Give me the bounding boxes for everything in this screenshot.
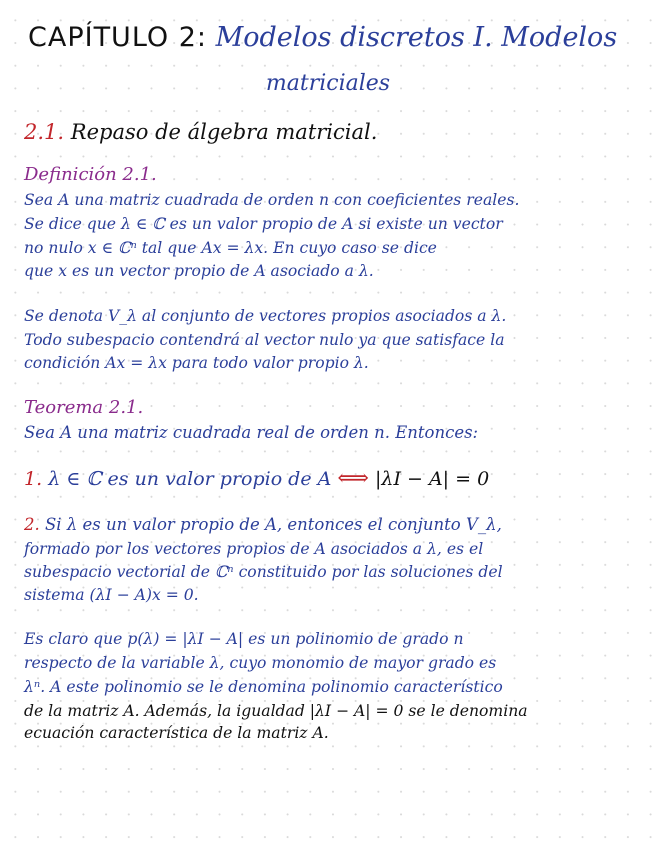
closing-line: Es claro que p(λ) = |λI − A| es un polinomio de grado n bbox=[24, 630, 464, 648]
section-heading bbox=[24, 118, 377, 146]
denote-line: condición Ax = λx para todo valor propio λ. bbox=[24, 354, 369, 372]
denote-line: Se denota V_λ al conjunto de vectores propios asociados a λ. bbox=[24, 307, 507, 325]
item-1-text: λ ∈ ℂ es un valor propio de A bbox=[48, 468, 332, 490]
section-number: 2.1. bbox=[24, 120, 65, 144]
theorem-item-2-first bbox=[24, 514, 642, 536]
theorem-intro: Sea A una matriz cuadrada real de orden n. Entonces: bbox=[24, 423, 479, 442]
definition-line: que x es un vector propio de A asociado a λ. bbox=[24, 262, 374, 280]
definition-line: no nulo x ∈ ℂⁿ tal que Ax = λx. En cuyo caso se dice bbox=[24, 239, 437, 257]
chapter-title bbox=[28, 18, 617, 58]
item-1-number: 1. bbox=[24, 468, 43, 490]
closing-line: λⁿ. A este polinomio se le denomina polinomio característico bbox=[24, 678, 503, 696]
item-2-line: sistema (λI − A)x = 0. bbox=[24, 586, 199, 604]
closing-line: respecto de la variable λ, cuyo monomio de mayor grado es bbox=[24, 654, 497, 672]
theorem-heading: Teorema 2.1. bbox=[24, 397, 144, 418]
item-1-equation: |λI − A| = 0 bbox=[375, 468, 490, 490]
chapter-name-continued: matriciales bbox=[265, 71, 391, 96]
definition-line: Se dice que λ ∈ ℂ es un valor propio de A si existe un vector bbox=[24, 215, 503, 233]
definition-heading: Definición 2.1. bbox=[24, 164, 157, 185]
item-2-line: subespacio vectorial de ℂⁿ constituido por las soluciones del bbox=[24, 563, 503, 581]
definition-line: Sea A una matriz cuadrada de orden n con coeficientes reales. bbox=[24, 191, 520, 209]
iff-arrow-icon: ⟺ bbox=[337, 466, 369, 491]
closing-line: ecuación característica de la matriz A. bbox=[24, 724, 329, 742]
item-2-number: 2. bbox=[24, 515, 40, 534]
item-2-line: formado por los vectores propios de A asociados a λ, es el bbox=[24, 540, 484, 558]
item-2-line: Si λ es un valor propio de A, entonces el conjunto V_λ, bbox=[45, 515, 502, 534]
closing-line: de la matriz A. Además, la igualdad |λI − A| = 0 se le denomina bbox=[24, 702, 528, 720]
chapter-name: Modelos discretos I. Modelos bbox=[215, 22, 618, 53]
section-title: Repaso de álgebra matricial. bbox=[70, 120, 378, 144]
theorem-item-1 bbox=[24, 466, 489, 492]
denote-line: Todo subespacio contendrá al vector nulo ya que satisface la bbox=[24, 331, 505, 349]
chapter-label: CAPÍTULO 2: bbox=[28, 22, 208, 53]
